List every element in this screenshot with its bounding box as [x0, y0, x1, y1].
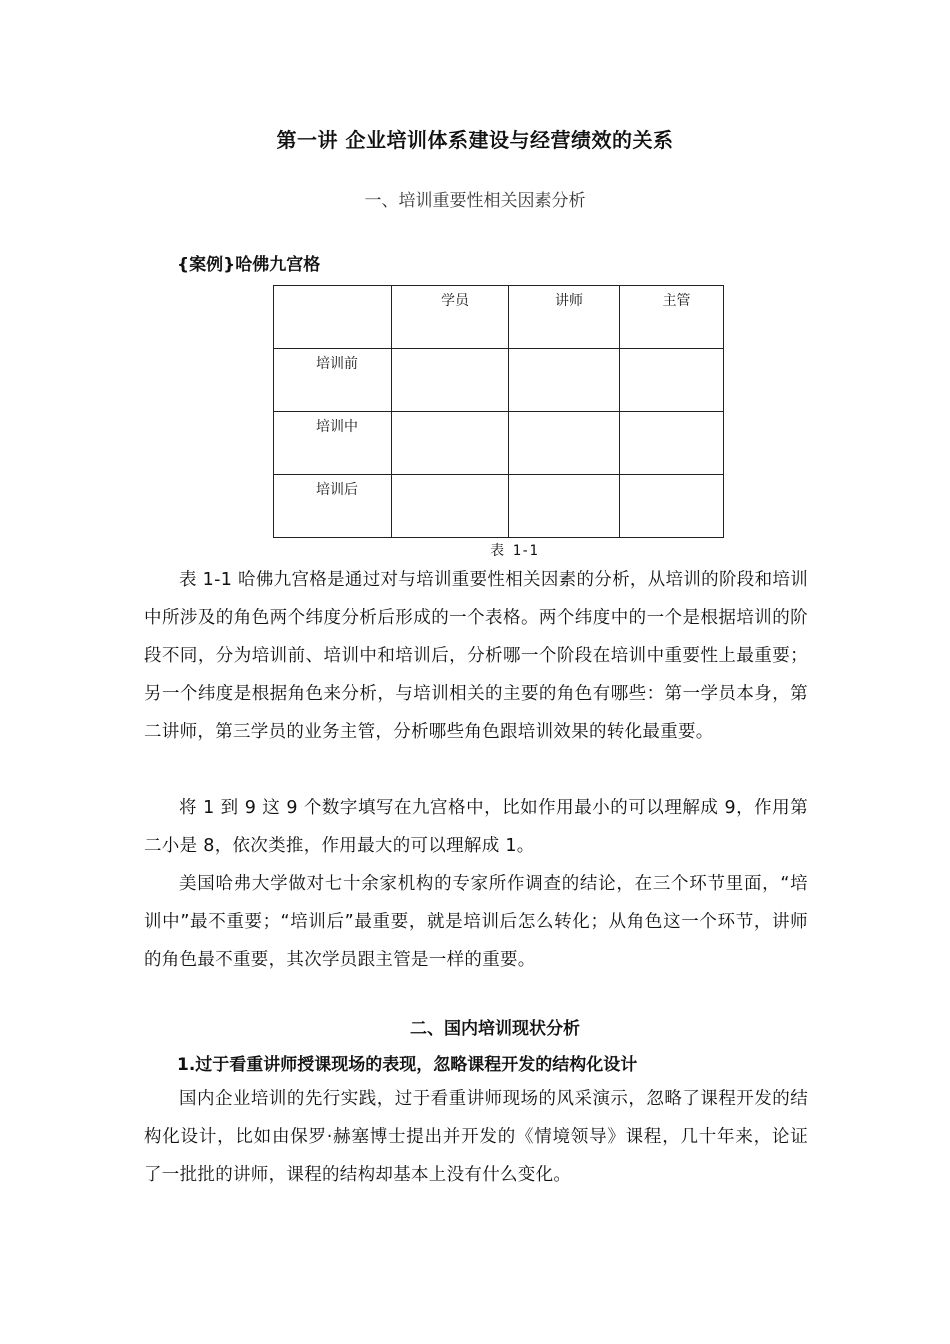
subsection-heading: 1.过于看重讲师授课现场的表现，忽略课程开发的结构化设计 [177, 1055, 638, 1075]
table-cell [620, 349, 724, 412]
section-heading-1: 一、培训重要性相关因素分析 [364, 191, 586, 211]
row-label-cell [274, 475, 392, 538]
table-header-row [274, 286, 724, 349]
table-row [274, 349, 724, 412]
row-label-before-training: 培训前 [316, 356, 358, 372]
table-cell [392, 475, 509, 538]
body-paragraph: 表 1-1 哈佛九宫格是通过对与培训重要性相关因素的分析，从培训的阶段和培训中所涉及的角色两个纬度分析后形成的一个表格。两个纬度中的一个是根据培训的阶段不同，分为培训前、培训中和培训后，分析哪一个阶段在培训中重要性上最重要；另一个纬度是根据角色来分析，与培训相关的主要的角色有哪些：第一学员本身，第二讲师，第三学员的业务主管，分析哪些角色跟培训效果的转化最重要。 [144, 570, 808, 742]
harvard-nine-grid-table [273, 285, 724, 538]
table-header-cell [392, 286, 509, 349]
table-cell [620, 475, 724, 538]
body-paragraph: 将 1 到 9 这 9 个数字填写在九宫格中，比如作用最小的可以理解成 9，作用第二小是 8，依次类推，作用最大的可以理解成 1。 [144, 798, 808, 856]
column-header-student: 学员 [441, 293, 469, 309]
table-cell [392, 412, 509, 475]
table-header-cell [620, 286, 724, 349]
column-header [274, 286, 391, 290]
table-cell [509, 412, 620, 475]
table-corner-cell [274, 286, 392, 349]
row-label-cell [274, 349, 392, 412]
column-header-supervisor: 主管 [662, 293, 691, 309]
table-cell [509, 349, 620, 412]
table-cell [620, 412, 724, 475]
table-caption: 表 1-1 [490, 543, 538, 559]
row-label-cell [274, 412, 392, 475]
case-title: {案例}哈佛九宫格 [177, 255, 321, 275]
row-label-after-training: 培训后 [316, 482, 358, 498]
table-cell [392, 349, 509, 412]
page-title: 第一讲 企业培训体系建设与经营绩效的关系 [276, 128, 674, 152]
section-heading-2: 二、国内培训现状分析 [410, 1019, 580, 1039]
table-cell [509, 475, 620, 538]
table-header-cell [509, 286, 620, 349]
body-paragraph: 国内企业培训的先行实践，过于看重讲师现场的风采演示，忽略了课程开发的结构化设计，比如由保罗·赫塞博士提出并开发的《情境领导》课程，几十年来，论证了一批批的讲师，课程的结构却基本上没有什么变化。 [144, 1089, 808, 1185]
body-paragraph: 美国哈弗大学做对七十余家机构的专家所作调查的结论，在三个环节里面，“培训中”最不重要；“培训后”最重要，就是培训后怎么转化；从角色这一个环节，讲师的角色最不重要，其次学员跟主管是一样的重要。 [144, 874, 808, 970]
row-label-during-training: 培训中 [316, 419, 358, 435]
column-header-instructor: 讲师 [555, 293, 583, 309]
table-row [274, 412, 724, 475]
table-row [274, 475, 724, 538]
